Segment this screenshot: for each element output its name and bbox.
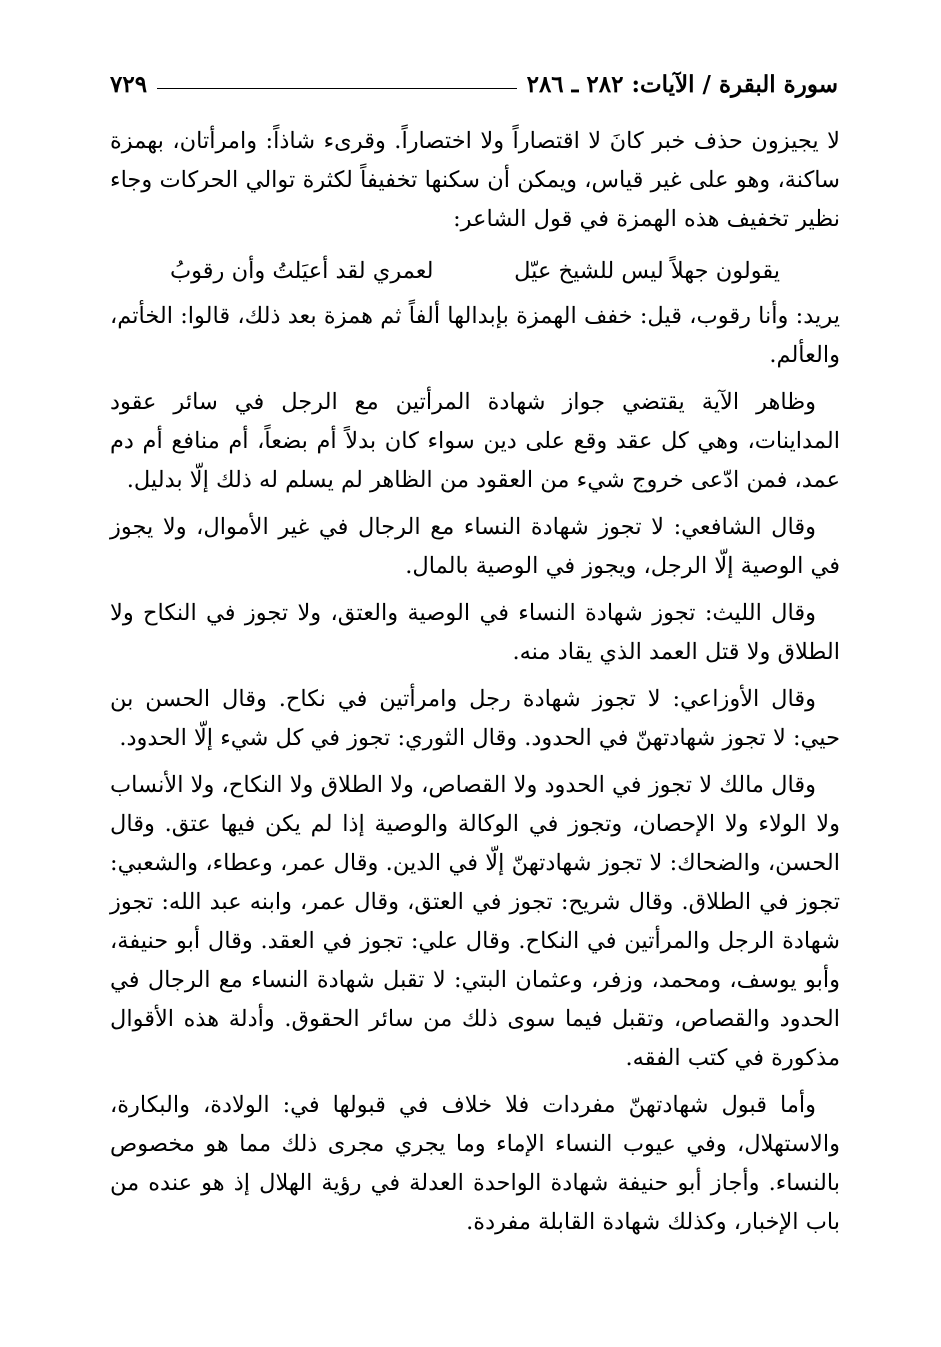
paragraph: وقال الشافعي: لا تجوز شهادة النساء مع الرجال في غير الأموال، ولا يجوز في الوصية إلّا الرجل، ويجوز في الوصية بالمال. [110, 514, 840, 579]
paragraph: لا يجيزون حذف خبر كانَ لا اقتصاراً ولا اختصاراً. وقرىء شاذاً: وامرأتان، بهمزة ساكنة، وهو على غير قياس، ويمكن أن سكنها تخفيفاً لكثرة توالي الحركات وجاء نظير تخفيف هذه الهمزة في قول الشاعر: [110, 128, 840, 232]
poetry-verse [110, 247, 840, 297]
header-rule [157, 88, 517, 89]
verse-hemistich-first: يقولون جهلاً ليس للشيخ عيّل [514, 258, 780, 284]
paragraph: وقال مالك لا تجوز في الحدود ولا القصاص، ولا الطلاق ولا النكاح، ولا الأنساب ولا الولاء ولا الإحصان، وتجوز في الوكالة والوصية إذا لم يكن فيها عتق. وقال الحسن، والضحاك: لا تجوز شهادتهنّ إلّا في الدين. وقال عمر، وعطاء، والشعبي: تجوز في الطلاق. وقال شريح: تجوز في العتق، وقال عمر، وابنه عبد الله: تجوز شهادة الرجل والمرأتين في النكاح. وقال علي: تجوز في العقد. وقال أبو حنيفة، وأبو يوسف، ومحمد، وزفر، وعثمان البتي: لا تقبل شهادة النساء مع الرجال في الحدود والقصاص، وتقبل فيما سوى ذلك من سائر الحقوق. وأدلة هذه الأقوال مذكورة في كتب الفقه. [110, 772, 840, 1071]
paragraph: وظاهر الآية يقتضي جواز شهادة المرأتين مع الرجل في سائر عقود المداينات، وهي كل عقد وقع على دين سواء كان بدلاً أم بضعاً، أم منافع أم دم عمد، فمن ادّعى خروج شيء من العقود من الظاهر لم يسلم له ذلك إلّا بدليل. [110, 389, 840, 493]
running-header [110, 64, 838, 104]
page-number: ٧٢٩ [110, 70, 148, 98]
verse-hemistich-second: لعمري لقد أعيَلتُ وأن رقوبُ [170, 258, 434, 284]
paragraph: وقال الأوزاعي: لا تجوز شهادة رجل وامرأتين في نكاح. وقال الحسن بن حيي: لا تجوز شهادتهنّ في الحدود. وقال الثوري: تجوز في كل شيء إلّا الحدود. [110, 686, 840, 751]
surah-title: سورة البقرة / الآيات: ٢٨٢ ـ ٢٨٦ [526, 70, 838, 98]
paragraph: وقال الليث: تجوز شهادة النساء في الوصية والعتق، ولا تجوز في النكاح ولا الطلاق ولا قتل العمد الذي يقاد منه. [110, 600, 840, 665]
body-text [110, 122, 840, 1250]
paragraph: وأما قبول شهادتهنّ مفردات فلا خلاف في قبولها في: الولادة، والبكارة، والاستهلال، وفي عيوب النساء الإماء وما يجري مجرى ذلك مما هو مخصوص بالنساء. وأجاز أبو حنيفة شهادة الواحدة العدلة في رؤية الهلال إذ هو عنده من باب الإخبار، وكذلك شهادة القابلة مفردة. [110, 1092, 840, 1235]
paragraph: يريد: وأنا رقوب، قيل: خفف الهمزة بإبدالها ألفاً ثم همزة بعد ذلك، قالوا: الخأتم، والعألم. [110, 303, 840, 368]
